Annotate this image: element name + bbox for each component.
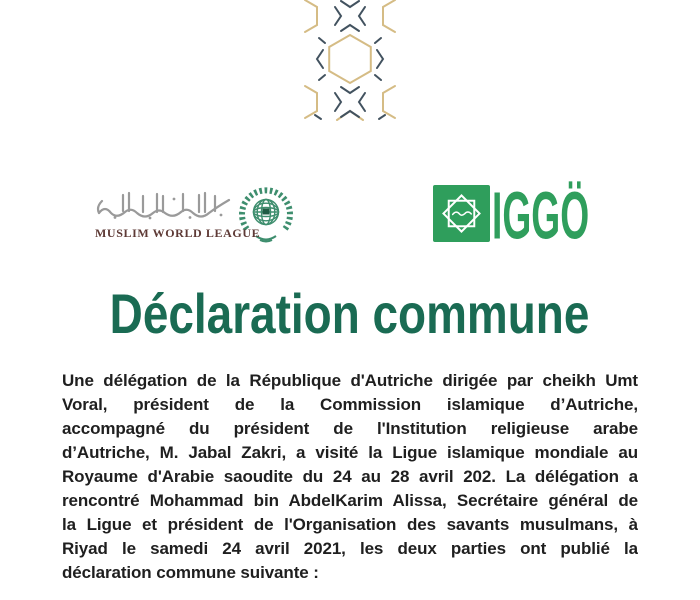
body-line: Riyad le samedi 24 avril 2021, les deux parties ont publié la [62,539,638,558]
islamic-pattern-ornament [295,0,405,126]
mwl-wordmark: MUSLIM WORLD LEAGUE [95,226,261,240]
mwl-globe-wreath-icon [235,185,297,252]
body-line: Royaume d'Arabie saoudite du 24 au 28 avril 202. La délégation a [62,467,638,486]
body-line: accompagné du président de l'Institution religieuse arabe [62,419,638,438]
body-line: la Ligue et président de l'Organisation des savants musulmans, à [62,515,638,534]
body-line: déclaration commune suivante : [62,563,319,582]
islamic-pattern-icon [295,0,405,121]
body-line: rencontré Mohammad bin AbdelKarim Alissa, Secrétaire général de [62,491,638,510]
iggo-logo [433,177,649,253]
page-title: Déclaration commune [110,282,590,345]
body-line: d’Autriche, M. Jabal Zakri, a visité la Ligue islamique mondiale au [62,443,638,462]
iggo-wordmark: IGGÖ [492,177,590,253]
mwl-arabic-calligraphy-icon [95,187,233,226]
declaration-body [62,369,638,585]
iggo-star-seal-icon [433,185,490,247]
mwl-logo [95,185,300,249]
body-line: Voral, président de la Commission islamique d’Autriche, [62,395,638,414]
body-line: Une délégation de la République d'Autriche dirigée par cheikh Umt [62,371,638,390]
